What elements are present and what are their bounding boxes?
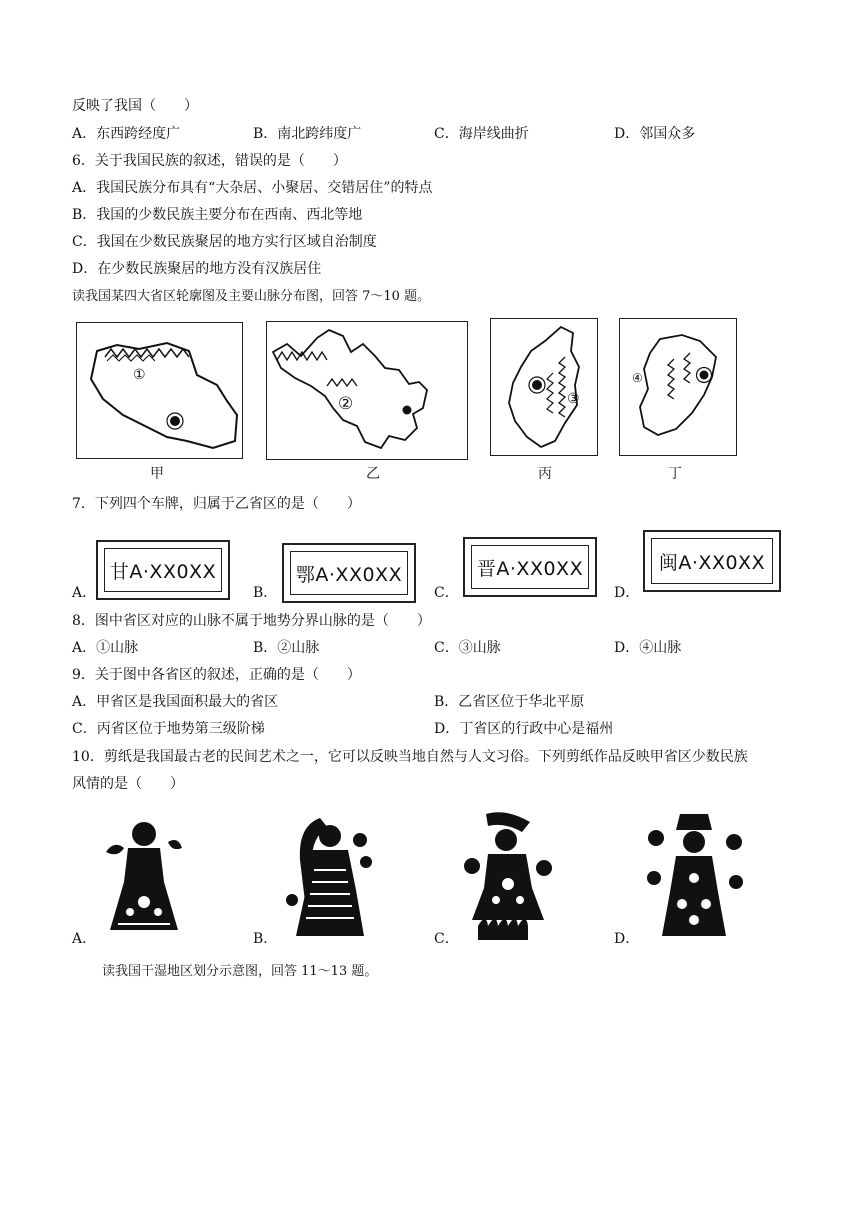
q10-option-b-letter: B． [253,931,278,947]
map-yi-mark: ② [338,394,354,414]
map-ding [619,318,737,456]
map-yi [266,321,468,460]
q10-option-c-letter: C． [434,931,459,947]
papercut-a-image [98,812,190,942]
map-ding-mark: ④ [632,371,643,385]
intro-11-13: 读我国干湿地区划分示意图，回答 11～13 题。 [102,964,378,979]
license-plate-d [643,530,781,592]
q9-option-c: C．丙省区位于地势第三级阶梯 [72,721,265,737]
license-plate-b-text: 鄂A·XX0XX [290,551,408,595]
province-outline-yi [267,322,467,459]
map-bing-mark: ③ [567,391,580,407]
province-outline-jia [77,323,242,458]
q8-option-c: C．③山脉 [434,640,501,656]
q10-stem-line1: 10．剪纸是我国最古老的民间艺术之一，它可以反映当地自然与人文习俗。下列剪纸作品反映甲省区少数民族 [72,749,748,765]
q9-option-d: D．丁省区的行政中心是福州 [434,721,614,737]
q10-option-a-letter: A． [72,931,97,947]
papercut-c-image [458,808,558,944]
q8-stem: 8．图中省区对应的山脉不属于地势分界山脉的是（ ） [72,613,431,629]
q8-option-b: B．②山脉 [253,640,320,656]
license-plate-a-text: 甘A·XX0XX [104,548,222,592]
q9-option-b: B．乙省区位于华北平原 [434,694,585,710]
province-outline-ding [620,319,736,455]
license-plate-d-text: 闽A·XX0XX [651,538,773,584]
q7-option-c-letter: C． [434,585,459,601]
intro-7-10: 读我国某四大省区轮廓图及主要山脉分布图，回答 7～10 题。 [72,289,431,304]
q5-stem: 反映了我国（ ） [72,98,198,114]
q6-option-b: B．我国的少数民族主要分布在西南、西北等地 [72,207,363,223]
q9-option-a: A．甲省区是我国面积最大的省区 [72,694,279,710]
papercut-b-image [276,810,384,944]
map-ding-label: 丁 [668,466,682,482]
map-jia-label: 甲 [150,466,164,482]
q7-option-a-letter: A． [72,585,97,601]
papercut-d-image [642,808,748,944]
q7-stem: 7．下列四个车牌，归属于乙省区的是（ ） [72,496,361,512]
q5-option-a: A．东西跨经度广 [72,126,181,142]
map-bing-label: 丙 [538,466,552,482]
q5-option-c: C．海岸线曲折 [434,126,529,142]
map-jia [76,322,243,459]
q6-option-c: C．我国在少数民族聚居的地方实行区域自治制度 [72,234,377,250]
q7-option-b-letter: B． [253,585,278,601]
map-yi-label: 乙 [366,466,380,482]
q7-option-d-letter: D． [614,585,640,601]
q6-option-a: A．我国民族分布具有“大杂居、小聚居、交错居住”的特点 [72,180,433,196]
map-jia-mark: ① [133,367,146,383]
q8-option-d: D．④山脉 [614,640,682,656]
q5-option-d: D．邻国众多 [614,126,696,142]
q9-stem: 9．关于图中各省区的叙述，正确的是（ ） [72,667,361,683]
q6-stem: 6．关于我国民族的叙述，错误的是（ ） [72,153,347,169]
map-bing [490,318,598,456]
license-plate-b [282,543,416,603]
license-plate-c-text: 晋A·XX0XX [471,545,589,589]
q8-option-a: A．①山脉 [72,640,139,656]
province-outline-bing [491,319,597,455]
license-plate-c [463,537,597,597]
q6-option-d: D．在少数民族聚居的地方没有汉族居住 [72,261,322,277]
q5-option-b: B．南北跨纬度广 [253,126,362,142]
q10-stem-line2: 风情的是（ ） [72,776,184,792]
license-plate-a [96,540,230,600]
q10-option-d-letter: D． [614,931,640,947]
